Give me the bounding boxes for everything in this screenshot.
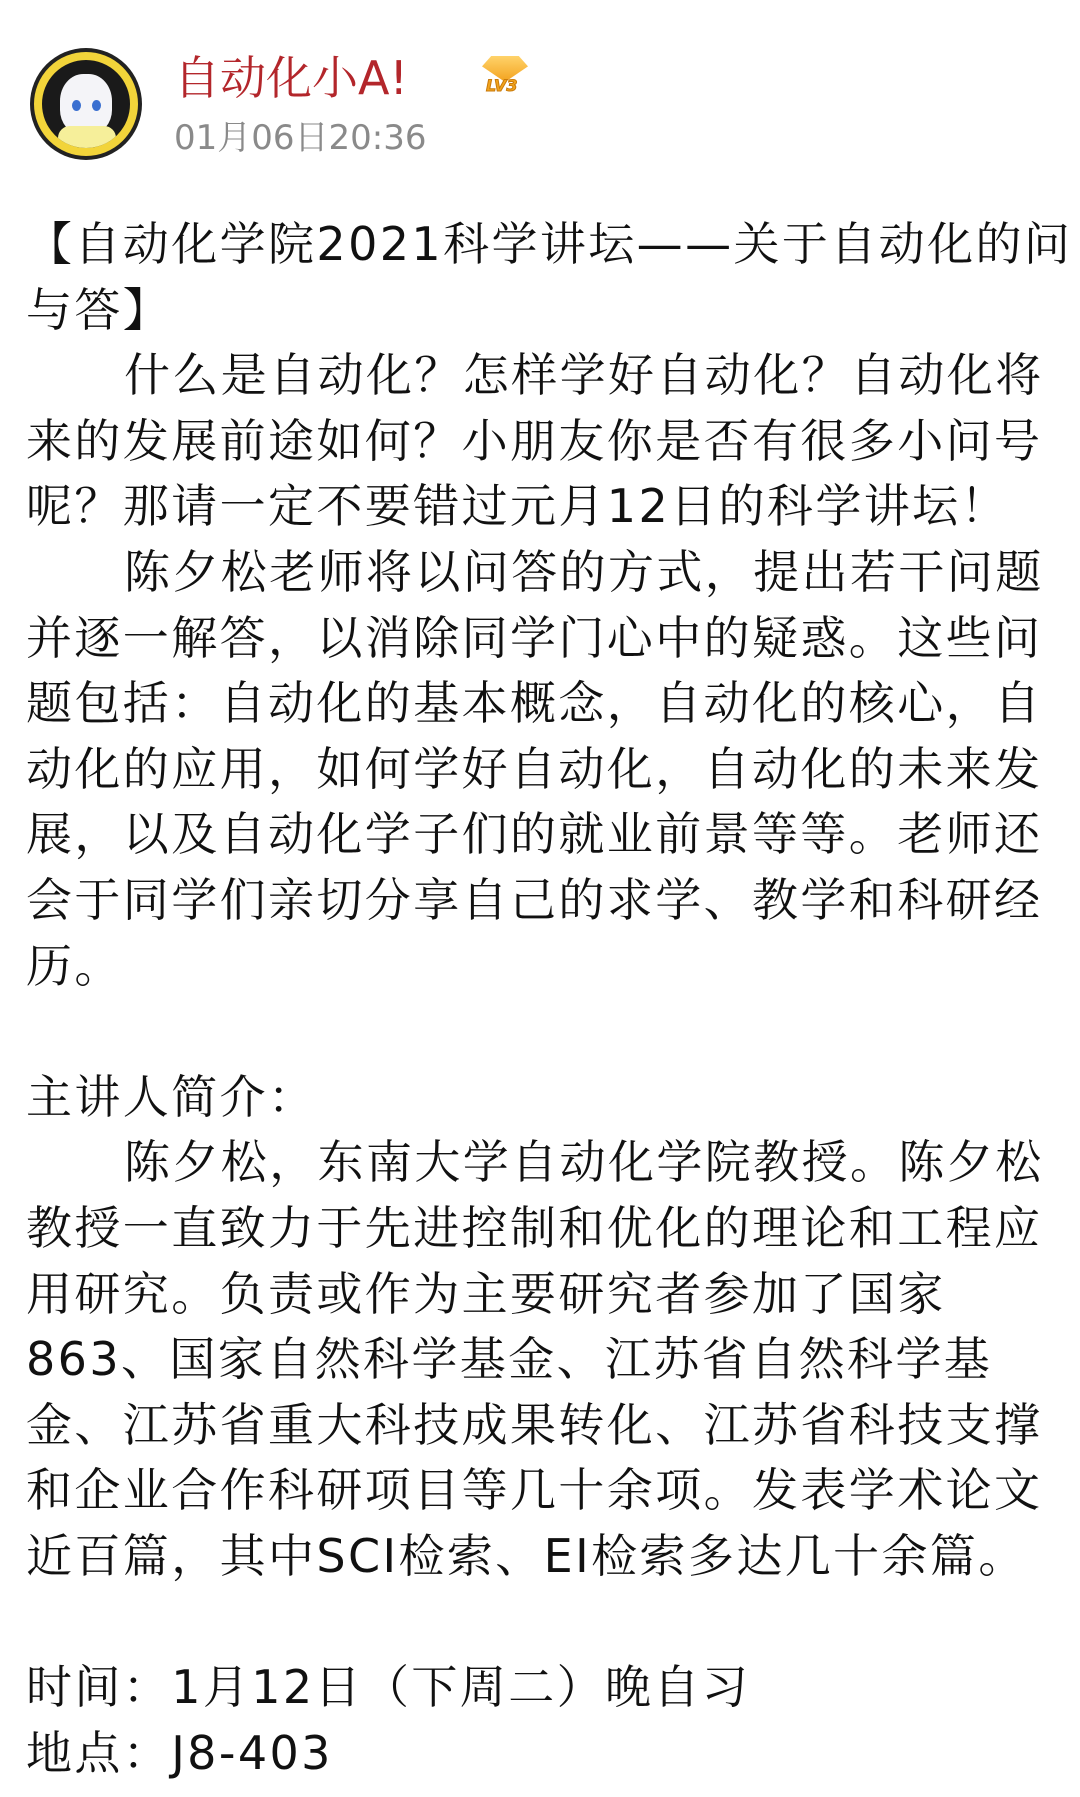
post-text-line: 教授一直致力于先进控制和优化的理论和工程应 [26,1200,1043,1255]
post-text-line: 呢？那请一定不要错过元月12日的科学讲坛！ [26,479,1009,534]
post-text-line: 地点：J8-403 [26,1725,333,1780]
post-text-line: 和企业合作科研项目等几十余项。发表学术论文 [26,1463,1043,1518]
blank-line [26,1589,1066,1655]
post-text-line: 金、江苏省重大科技成果转化、江苏省科技支撑 [26,1397,1043,1452]
post-text-line: 展，以及自动化学子们的就业前景等等。老师还 [26,807,1043,862]
post-body [26,212,1073,1786]
post-text-line: 陈夕松，东南大学自动化学院教授。陈夕松 [124,1135,1044,1190]
post-text-line: 用研究。负责或作为主要研究者参加了国家 [26,1266,946,1321]
level-label: LV3 [486,76,518,95]
post-text-line: 时间：1月12日（下周二）晚自习 [26,1660,751,1715]
post-text-line: 863、国家自然科学基金、江苏省自然科学基 [26,1332,993,1387]
post-text-line: 什么是自动化？怎样学好自动化？自动化将 [124,348,1044,403]
post-text-line: 陈夕松老师将以问答的方式，提出若干问题 [124,544,1044,599]
blank-line [26,999,1066,1065]
author-avatar[interactable] [34,52,138,156]
avatar-eye [72,100,81,111]
post-text-line: 并逐一解答，以消除同学门心中的疑惑。这些问 [26,610,1043,665]
post-text-line: 会于同学们亲切分享自己的求学、教学和科研经 [26,872,1043,927]
avatar-body [58,126,116,156]
avatar-eye [92,100,101,111]
avatar-face [60,74,112,134]
author-name[interactable]: 自动化小A! [174,51,408,105]
post-timestamp: 01月06日20:36 [174,118,427,158]
post-text-line: 动化的应用，如何学好自动化，自动化的未来发 [26,741,1043,796]
post-text-line: 主讲人简介： [26,1069,317,1124]
post-text-line: 【自动化学院2021科学讲坛——关于自动化的问 [26,217,1073,271]
post-text-line: 近百篇，其中SCI检索、EI检索多达几十余篇。 [26,1528,1027,1583]
level-badge-icon [478,56,532,102]
post-text-line: 与答】 [26,282,172,337]
post-text-line: 来的发展前途如何？小朋友你是否有很多小问号 [26,413,1043,468]
post-text-line: 历。 [26,938,123,993]
post-text-line: 题包括：自动化的基本概念，自动化的核心，自 [26,676,1043,731]
